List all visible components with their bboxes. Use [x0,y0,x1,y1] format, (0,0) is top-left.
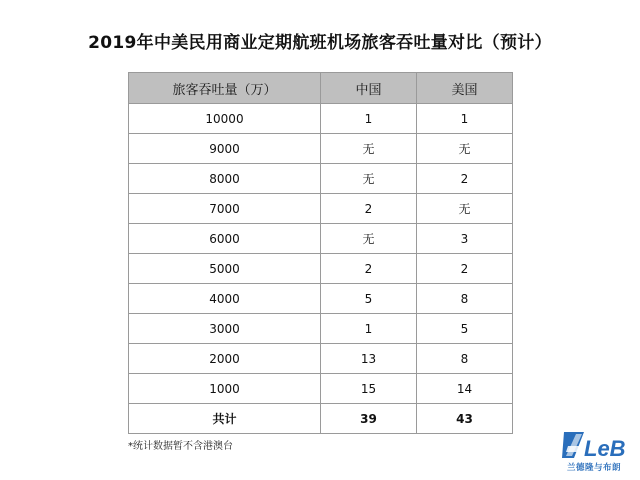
leb-logo-icon [560,428,628,462]
total-usa: 43 [417,404,513,434]
table-row [129,374,513,404]
cell-usa: 2 [417,254,513,284]
header-china: 中国 [321,73,417,104]
table-body [129,104,513,404]
cell-china: 无 [321,224,417,254]
cell-usa: 1 [417,104,513,134]
airport-throughput-table [128,72,513,434]
cell-throughput: 7000 [129,194,321,224]
page-title: 2019年中美民用商业定期航班机场旅客吞吐量对比（预计） [88,33,552,53]
cell-usa: 无 [417,134,513,164]
cell-usa: 2 [417,164,513,194]
airport-throughput-table-container [128,72,512,434]
total-row [129,404,513,434]
cell-throughput: 10000 [129,104,321,134]
cell-throughput: 3000 [129,314,321,344]
svg-text:LeB: LeB [584,436,626,461]
cell-usa: 3 [417,224,513,254]
total-label: 共计 [129,404,321,434]
cell-usa: 5 [417,314,513,344]
cell-throughput: 2000 [129,344,321,374]
table-row [129,164,513,194]
header-throughput: 旅客吞吐量（万） [129,73,321,104]
cell-china: 无 [321,134,417,164]
total-china: 39 [321,404,417,434]
cell-usa: 14 [417,374,513,404]
table-row [129,314,513,344]
cell-china: 15 [321,374,417,404]
cell-usa: 无 [417,194,513,224]
cell-throughput: 1000 [129,374,321,404]
cell-throughput: 9000 [129,134,321,164]
header-usa: 美国 [417,73,513,104]
cell-china: 13 [321,344,417,374]
table-row [129,134,513,164]
table-row [129,254,513,284]
cell-usa: 8 [417,284,513,314]
cell-china: 2 [321,254,417,284]
logo-caption: 兰德隆与布朗 [566,463,621,473]
cell-china: 1 [321,314,417,344]
table-row [129,284,513,314]
cell-throughput: 8000 [129,164,321,194]
footnote: *统计数据暂不含港澳台 [128,441,233,452]
cell-china: 5 [321,284,417,314]
cell-throughput: 5000 [129,254,321,284]
table-row [129,104,513,134]
table-row [129,224,513,254]
table-header-row [129,73,513,104]
cell-china: 1 [321,104,417,134]
cell-throughput: 4000 [129,284,321,314]
cell-throughput: 6000 [129,224,321,254]
cell-china: 2 [321,194,417,224]
table-row [129,194,513,224]
cell-china: 无 [321,164,417,194]
table-row [129,344,513,374]
cell-usa: 8 [417,344,513,374]
company-logo [560,428,628,472]
